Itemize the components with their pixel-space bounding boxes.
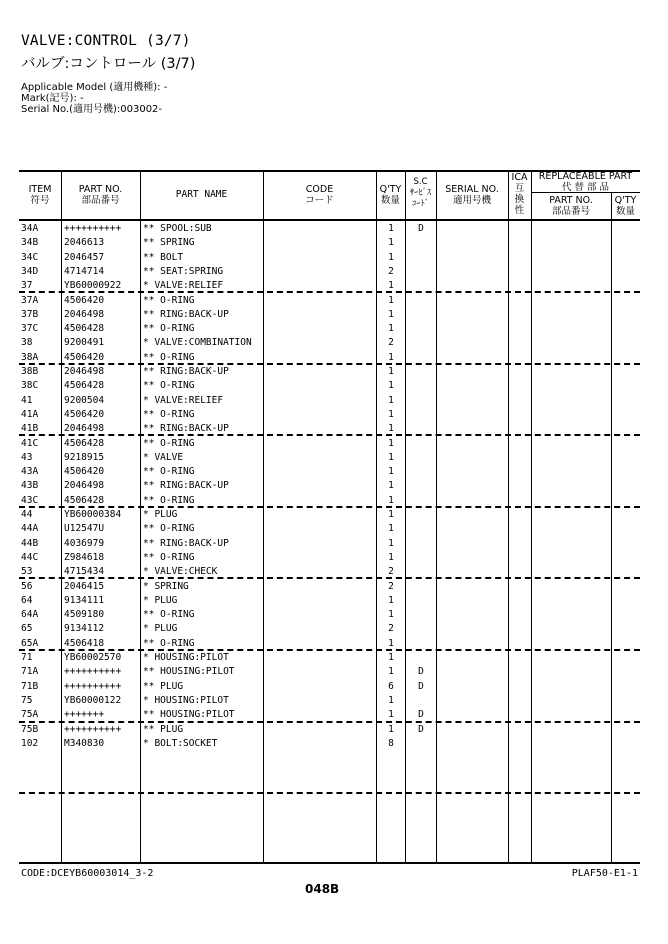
part-no-cell: 9200491: [64, 337, 105, 349]
qty-cell: 1: [388, 251, 394, 263]
part-name-cell: ** O-RING: [143, 380, 195, 392]
item-cell: 43C: [21, 494, 39, 506]
part-no-cell: 2046498: [64, 480, 105, 492]
table-row: [19, 494, 640, 508]
part-name-cell: ** RING:BACK-UP: [143, 423, 229, 435]
part-no-cell: 4509180: [64, 609, 105, 621]
qty-cell: 1: [388, 537, 394, 549]
item-cell: 41C: [21, 437, 39, 449]
header-qty: Q'TY 数量: [379, 184, 402, 206]
qty-cell: 8: [388, 737, 394, 749]
header-replaceable-part: REPLACEABLE PART 代 替 部 品: [538, 171, 633, 193]
table-row: [19, 708, 640, 722]
part-name-cell: ** HOUSING:PILOT: [143, 666, 235, 678]
part-name-cell: ** O-RING: [143, 323, 195, 335]
part-name-cell: ** O-RING: [143, 551, 195, 563]
table-row: [19, 379, 640, 393]
item-cell: 71B: [21, 680, 39, 692]
qty-cell: 1: [388, 323, 394, 335]
item-cell: 34B: [21, 237, 39, 249]
qty-cell: 1: [388, 437, 394, 449]
item-cell: 37B: [21, 308, 39, 320]
item-cell: 44: [21, 509, 33, 520]
qty-cell: 1: [388, 380, 394, 392]
qty-cell: 1: [388, 652, 394, 663]
part-name-cell: ** HOUSING:PILOT: [143, 709, 235, 721]
table-row: [19, 723, 640, 737]
item-cell: 38: [21, 337, 33, 349]
part-no-cell: M340830: [64, 737, 105, 749]
table-row: [19, 222, 640, 236]
item-cell: 44B: [21, 537, 39, 549]
table-row: [19, 537, 640, 551]
header-part-no: PART NO. 部品番号: [78, 184, 123, 206]
table-row: [19, 437, 640, 451]
mark: Mark(記号): -: [21, 93, 84, 104]
qty-cell: 1: [388, 551, 394, 563]
item-cell: 64: [21, 594, 33, 606]
part-no-cell: 4506420: [64, 408, 105, 420]
page-title-japanese: バルブ:コントロール (3/7): [21, 56, 196, 72]
qty-cell: 1: [388, 523, 394, 535]
part-name-cell: * VALVE:RELIEF: [143, 394, 224, 406]
part-name-cell: ** O-RING: [143, 637, 195, 649]
part-no-cell: ++++++++++: [64, 723, 122, 735]
part-name-cell: ** RING:BACK-UP: [143, 480, 229, 492]
qty-cell: 1: [388, 423, 394, 435]
part-no-cell: Z984618: [64, 551, 105, 563]
item-cell: 75A: [21, 709, 39, 721]
part-no-cell: 9200504: [64, 394, 105, 406]
table-row: [19, 251, 640, 265]
qty-cell: 1: [388, 408, 394, 420]
qty-cell: 1: [388, 294, 394, 306]
part-name-cell: ** O-RING: [143, 466, 195, 478]
qty-cell: 6: [388, 680, 394, 692]
item-cell: 75: [21, 694, 33, 706]
qty-cell: 2: [388, 337, 394, 349]
table-row: [19, 479, 640, 493]
qty-cell: 1: [388, 237, 394, 249]
item-cell: 34D: [21, 265, 39, 277]
part-no-cell: ++++++++++: [64, 223, 122, 234]
part-no-cell: 2046415: [64, 580, 105, 592]
header-item: ITEM 符号: [28, 184, 52, 206]
part-no-cell: 2046498: [64, 423, 105, 435]
part-name-cell: * VALVE:RELIEF: [143, 280, 224, 292]
item-cell: 71A: [21, 666, 39, 678]
table-row: [19, 580, 640, 594]
item-cell: 65A: [21, 637, 39, 649]
table-row: [19, 608, 640, 622]
part-no-cell: 4506428: [64, 380, 105, 392]
item-cell: 102: [21, 737, 39, 749]
table-row: [19, 308, 640, 322]
item-cell: 34A: [21, 223, 39, 234]
part-no-cell: 4506428: [64, 437, 105, 449]
document-code: CODE:DCEYB60003014_3-2: [21, 868, 154, 879]
part-name-cell: ** SPOOL:SUB: [143, 223, 212, 234]
group-divider: [19, 792, 640, 794]
qty-cell: 2: [388, 566, 394, 578]
parts-table: [19, 170, 640, 864]
qty-cell: 2: [388, 623, 394, 635]
part-no-cell: 2046457: [64, 251, 105, 263]
serial-number: Serial No.(適用号機):003002-: [21, 104, 163, 115]
qty-cell: 1: [388, 609, 394, 621]
part-name-cell: * PLUG: [143, 594, 178, 606]
item-cell: 38B: [21, 366, 39, 377]
part-no-cell: 9134112: [64, 623, 105, 635]
part-name-cell: * SPRING: [143, 580, 189, 592]
table-row: [19, 622, 640, 636]
item-cell: 43A: [21, 466, 39, 478]
part-name-cell: ** O-RING: [143, 294, 195, 306]
qty-cell: 1: [388, 366, 394, 377]
service-code-cell: D: [418, 680, 424, 692]
item-cell: 38A: [21, 351, 39, 363]
part-name-cell: ** O-RING: [143, 408, 195, 420]
item-cell: 75B: [21, 723, 39, 735]
item-cell: 53: [21, 566, 33, 578]
header-replaceable-qty: Q'TY 数量: [614, 195, 637, 217]
table-row: [19, 694, 640, 708]
item-cell: 43B: [21, 480, 39, 492]
table-bottom-border: [19, 862, 640, 864]
table-row: [19, 737, 640, 751]
part-name-cell: ** RING:BACK-UP: [143, 366, 229, 377]
part-name-cell: * HOUSING:PILOT: [143, 694, 229, 706]
table-row: [19, 422, 640, 436]
qty-cell: 1: [388, 280, 394, 292]
part-name-cell: * PLUG: [143, 623, 178, 635]
qty-cell: 1: [388, 723, 394, 735]
part-no-cell: 9134111: [64, 594, 105, 606]
table-row: [19, 279, 640, 293]
item-cell: 71: [21, 652, 33, 663]
part-no-cell: 4506428: [64, 323, 105, 335]
header-interchangeability: ICA 互 換 性: [511, 172, 528, 216]
header-service-code: S.C ｻｰﾋﾞｽ ｺｰﾄﾞ: [409, 177, 432, 209]
qty-cell: 1: [388, 594, 394, 606]
qty-cell: 1: [388, 494, 394, 506]
table-row: [19, 665, 640, 679]
table-row: [19, 651, 640, 665]
part-no-cell: YB60002570: [64, 652, 122, 663]
page-title: VALVE:CONTROL (3/7): [21, 33, 191, 49]
item-cell: 64A: [21, 609, 39, 621]
part-name-cell: ** RING:BACK-UP: [143, 537, 229, 549]
item-cell: 41: [21, 394, 33, 406]
part-name-cell: ** O-RING: [143, 523, 195, 535]
header-serial-no: SERIAL NO. 適用号機: [445, 184, 499, 206]
table-row: [19, 508, 640, 522]
page-number: 048B: [305, 882, 340, 896]
item-cell: 38C: [21, 380, 39, 392]
part-name-cell: ** BOLT: [143, 251, 184, 263]
table-row: [19, 451, 640, 465]
part-name-cell: * PLUG: [143, 509, 178, 520]
table-row: [19, 594, 640, 608]
item-cell: 44A: [21, 523, 39, 535]
applicable-model: Applicable Model (適用機種): -: [21, 82, 168, 93]
table-row: [19, 680, 640, 694]
part-no-cell: 2046613: [64, 237, 105, 249]
part-no-cell: 4714714: [64, 265, 105, 277]
table-row: [19, 565, 640, 579]
part-no-cell: 9218915: [64, 451, 105, 463]
part-name-cell: * HOUSING:PILOT: [143, 652, 229, 663]
part-name-cell: ** O-RING: [143, 351, 195, 363]
table-row: [19, 265, 640, 279]
header-code: CODE コード: [305, 184, 334, 206]
service-code-cell: D: [418, 223, 424, 234]
qty-cell: 1: [388, 466, 394, 478]
qty-cell: 1: [388, 637, 394, 649]
item-cell: 37A: [21, 294, 39, 306]
table-row: [19, 465, 640, 479]
part-name-cell: ** SPRING: [143, 237, 195, 249]
part-no-cell: 4506420: [64, 294, 105, 306]
part-no-cell: YB60000384: [64, 509, 122, 520]
part-no-cell: YB60000922: [64, 280, 122, 292]
table-row: [19, 551, 640, 565]
part-no-cell: 2046498: [64, 366, 105, 377]
reference-code: PLAF50-E1-1: [571, 868, 638, 879]
part-no-cell: 4715434: [64, 566, 105, 578]
table-row: [19, 351, 640, 365]
service-code-cell: D: [418, 666, 424, 678]
part-no-cell: 4506418: [64, 637, 105, 649]
qty-cell: 1: [388, 394, 394, 406]
part-no-cell: 2046498: [64, 308, 105, 320]
service-code-cell: D: [418, 723, 424, 735]
item-cell: 65: [21, 623, 33, 635]
part-name-cell: * VALVE: [143, 451, 184, 463]
part-no-cell: U12547U: [64, 523, 105, 535]
part-name-cell: ** PLUG: [143, 723, 184, 735]
qty-cell: 2: [388, 580, 394, 592]
service-code-cell: D: [418, 709, 424, 721]
item-cell: 37: [21, 280, 33, 292]
table-row: [19, 365, 640, 379]
qty-cell: 1: [388, 223, 394, 234]
qty-cell: 1: [388, 509, 394, 520]
part-no-cell: 4036979: [64, 537, 105, 549]
part-name-cell: ** PLUG: [143, 680, 184, 692]
table-row: [19, 236, 640, 250]
qty-cell: 1: [388, 666, 394, 678]
part-name-cell: ** RING:BACK-UP: [143, 308, 229, 320]
header-part-name: PART NAME: [175, 189, 228, 200]
part-name-cell: * VALVE:COMBINATION: [143, 337, 252, 349]
item-cell: 41B: [21, 423, 39, 435]
qty-cell: 1: [388, 694, 394, 706]
item-cell: 41A: [21, 408, 39, 420]
item-cell: 37C: [21, 323, 39, 335]
header-bottom-border: [19, 219, 640, 221]
part-no-cell: 4506420: [64, 466, 105, 478]
part-name-cell: ** O-RING: [143, 609, 195, 621]
qty-cell: 1: [388, 480, 394, 492]
part-name-cell: ** SEAT:SPRING: [143, 265, 224, 277]
part-name-cell: ** O-RING: [143, 494, 195, 506]
item-cell: 44C: [21, 551, 39, 563]
table-row: [19, 394, 640, 408]
part-no-cell: YB60000122: [64, 694, 122, 706]
table-row: [19, 336, 640, 350]
qty-cell: 1: [388, 351, 394, 363]
item-cell: 56: [21, 580, 33, 592]
part-name-cell: * VALVE:CHECK: [143, 566, 218, 578]
header-replaceable-part-no: PART NO. 部品番号: [549, 195, 593, 217]
part-no-cell: ++++++++++: [64, 666, 122, 678]
part-no-cell: 4506428: [64, 494, 105, 506]
part-no-cell: +++++++: [64, 709, 105, 721]
table-row: [19, 637, 640, 651]
part-no-cell: 4506420: [64, 351, 105, 363]
qty-cell: 1: [388, 451, 394, 463]
part-name-cell: * BOLT:SOCKET: [143, 737, 218, 749]
table-row: [19, 294, 640, 308]
qty-cell: 2: [388, 265, 394, 277]
part-no-cell: ++++++++++: [64, 680, 122, 692]
qty-cell: 1: [388, 709, 394, 721]
part-name-cell: ** O-RING: [143, 437, 195, 449]
table-row: [19, 322, 640, 336]
item-cell: 34C: [21, 251, 39, 263]
table-row: [19, 408, 640, 422]
qty-cell: 1: [388, 308, 394, 320]
item-cell: 43: [21, 451, 33, 463]
table-row: [19, 522, 640, 536]
